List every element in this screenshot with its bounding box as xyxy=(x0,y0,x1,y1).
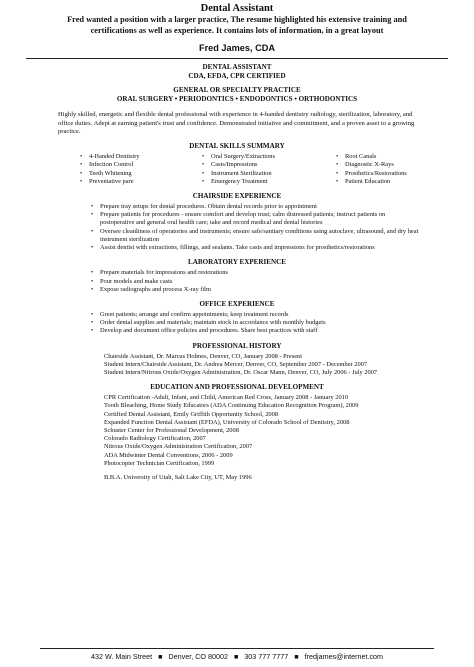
list-item: • Develop and document office policies and procedures. Share best practices with staff xyxy=(100,327,420,335)
intro-description-line-2: certifications as well as experience. It contains lots of information, in a great layout xyxy=(90,25,384,35)
skill-item: • Diagnostic X-Rays xyxy=(336,161,416,169)
candidate-name: Fred James, CDA xyxy=(198,43,276,53)
separator-icon: ■ xyxy=(233,652,239,661)
separator-icon: ■ xyxy=(294,652,299,661)
history-heading: PROFESSIONAL HISTORY xyxy=(192,341,282,350)
skill-item: • Prosthetics/Restorations xyxy=(336,170,416,178)
education-entry: CPR Certification -Adult, Infant, and Child, American Red Cross, January 2008 - January 2010 xyxy=(104,394,349,402)
separator-icon: ■ xyxy=(158,652,163,661)
footer-email: fredjames@internet.com xyxy=(304,652,384,661)
practice-list: ORAL SURGERY • PERIODONTICS • ENDODONTICS • ORTHODONTICS xyxy=(116,94,358,103)
education-entry: Expanded Function Dental Assistant (EFDA), University of Colorado School of Dentistry, 2008 xyxy=(104,418,350,426)
footer-city: Denver, CO 80002 xyxy=(168,652,228,661)
skills-grid xyxy=(80,153,416,186)
skill-item: • Infection Control xyxy=(80,161,202,169)
footer-address: 432 W. Main Street xyxy=(90,652,153,661)
list-item: • Prepare tray setups for dental procedures. Obtain dental records prior to appointment xyxy=(100,203,420,211)
job-title: DENTAL ASSISTANT xyxy=(202,63,272,71)
list-item: • Prepare materials for impressions and restorations xyxy=(100,269,420,277)
skill-item: • 4-Handed Dentistry xyxy=(80,153,202,161)
skills-column-1 xyxy=(80,153,202,186)
footer-phone: 303 777 7777 xyxy=(244,652,289,661)
intro-title: Dental Assistant xyxy=(200,3,274,14)
history-entry: Student Intern/Nitrous Oxide/Oxygen Administration, Dr. Oscar Mann, Denver, CO, July 2006 - July 2007 xyxy=(104,368,378,376)
list-item: • Greet patients; arrange and confirm appointments; keep treatment records xyxy=(100,311,420,319)
skills-column-3 xyxy=(336,153,416,186)
education-entry: Photocopier Technician Certification, 1999 xyxy=(104,459,215,467)
education-entry: Nitrous Oxide/Oxygen Administration Certification, 2007 xyxy=(104,443,253,451)
education-entry: Tooth Bleaching, Home Study Educators (ADA Continuing Education Recognition Program), 2009 xyxy=(104,402,359,410)
skills-column-2 xyxy=(202,153,336,186)
history-entry: Chairside Assistant, Dr. Marcus Holmes, Denver, CO, January 2008 - Present xyxy=(104,352,302,360)
intro-block xyxy=(24,0,450,36)
office-list xyxy=(24,311,450,336)
education-entry: ADA Midwinter Dental Conventions, 2006 - 2009 xyxy=(104,451,233,459)
skill-item: • Teeth Whitening xyxy=(80,170,202,178)
list-item: • Order dental supplies and materials; maintain stock in accordance with monthly budgets xyxy=(100,319,420,327)
list-item: • Assist dentist with extractions, fillings, and sealants. Take casts and impressions for prosthetics/restorations xyxy=(100,244,420,252)
skill-item: • Oral Surgery/Extractions xyxy=(202,153,336,161)
summary-paragraph: Highly skilled, energetic and flexible dental professional with experience in 4-handed dentistry radiology, sterilization, laboratory, and office duties. Adept at earning patient's trust and confidence. Demonstrated initiative and commitment, and a proven asset to a growing practice. xyxy=(58,111,415,135)
list-item: • Pour models and make casts xyxy=(100,278,420,286)
skill-item: • Casts/Impressions xyxy=(202,161,336,169)
credentials: CDA, EFDA, CPR CERTIFIED xyxy=(188,71,286,80)
office-heading: OFFICE EXPERIENCE xyxy=(199,299,275,308)
education-entry: Colorado Radiology Certification, 2007 xyxy=(104,435,206,443)
contact-footer xyxy=(40,648,434,661)
practice-heading: GENERAL OR SPECIALTY PRACTICE xyxy=(173,86,301,95)
history-list xyxy=(104,353,420,378)
laboratory-list xyxy=(24,269,450,294)
education-list xyxy=(104,394,420,482)
degree-entry: B.B.A. University of Utah, Salt Lake City, UT, May 1996 xyxy=(104,473,252,481)
history-entry: Student Intern/Chairside Assistant, Dr. Andrea Mercer, Denver, CO, September 2007 - December 2007 xyxy=(104,360,368,368)
skill-item: • Instrument Sterilization xyxy=(202,170,336,178)
header-divider xyxy=(26,58,448,59)
chairside-list xyxy=(24,203,450,252)
chairside-heading: CHAIRSIDE EXPERIENCE xyxy=(192,192,282,201)
education-heading: EDUCATION AND PROFESSIONAL DEVELOPMENT xyxy=(150,383,324,392)
list-item: • Oversee cleanliness of operatories and instruments; ensure safe/sanitary conditions using autoclave, ultrasound, and dry heat instrument sterilization xyxy=(100,228,420,244)
skill-item: • Patient Education xyxy=(336,178,416,186)
skill-item: • Root Canals xyxy=(336,153,416,161)
laboratory-heading: LABORATORY EXPERIENCE xyxy=(188,258,286,267)
education-entry: Schuster Center for Professional Development, 2008 xyxy=(104,426,239,434)
skill-item: • Preventative pare xyxy=(80,178,202,186)
list-item: • Expose radiographs and process X-ray film xyxy=(100,286,420,294)
skill-item: • Emergency Treatment xyxy=(202,178,336,186)
skills-heading: DENTAL SKILLS SUMMARY xyxy=(189,142,285,151)
intro-description-line-1: Fred wanted a position with a larger practice, The resume highlighted his extensive training and xyxy=(67,15,407,24)
education-entry: Certified Dental Assistant, Emily Griffith Opportunity School, 2008 xyxy=(104,410,279,418)
list-item: • Prepare patients for procedures - ensure comfort and develop trust; calm distressed patients; instruct patients on postoperative and general oral health care; take and record medical and dental histories xyxy=(100,211,420,227)
